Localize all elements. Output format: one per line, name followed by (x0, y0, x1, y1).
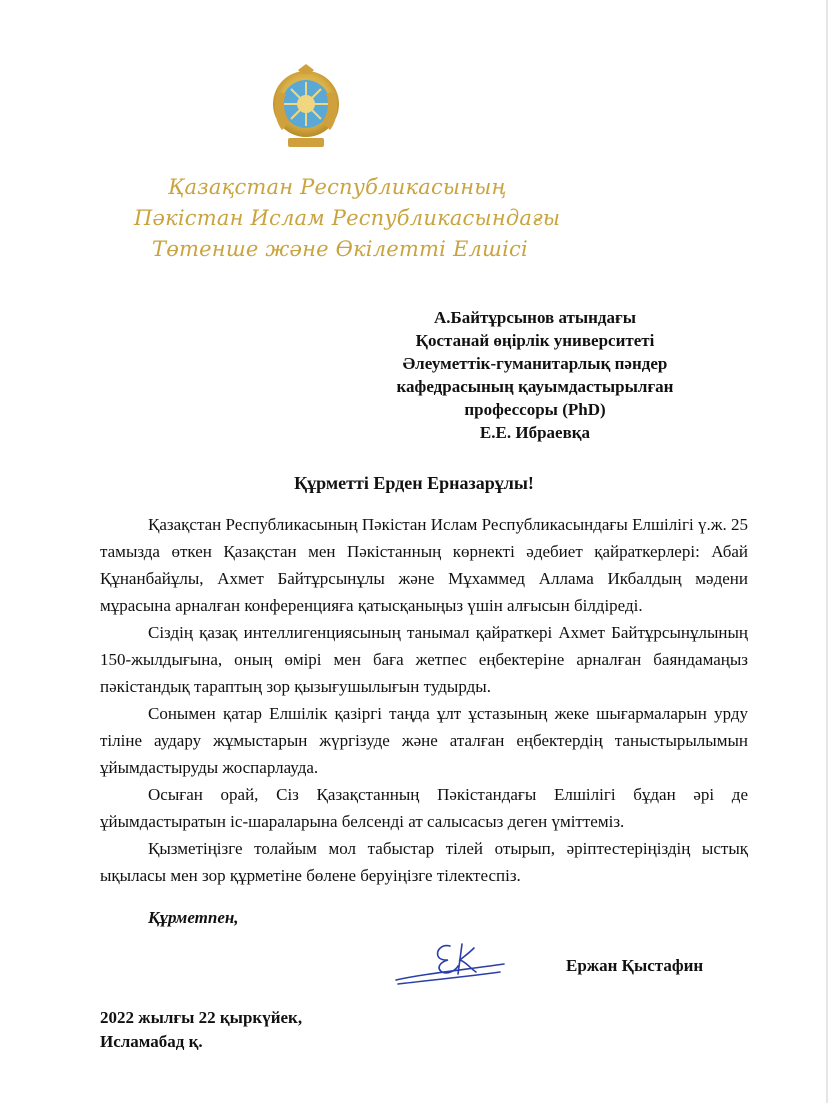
addressee-block (360, 306, 710, 444)
salutation: Құрметті Ерден Ерназарұлы! (294, 473, 534, 493)
place-line: Исламабад қ. (100, 1032, 203, 1051)
addressee-line-2: Қостанай өңірлік университеті (415, 331, 655, 350)
embassy-line-3: Төтенше және Өкілетті Елшісі (152, 237, 528, 261)
paragraph-2: Сіздің қазақ интеллигенциясының танымал қайраткері Ахмет Байтұрсынұлының 150-жылдығына, оның өмірі мен баға жетпес еңбектеріне арналған баяндамаңыз пәкістандық тараптың зор қызығушылығын тудырды. (100, 623, 748, 696)
signer-name: Ержан Қыстафин (566, 956, 704, 975)
letter-body (100, 511, 748, 889)
closing-phrase: Құрметпен, (148, 908, 239, 927)
paragraph-5: Қызметіңізге толайым мол табыстар тілей отырып, әріптестеріңіздің ыстық ықыласы мен зор құрметіне бөлене беруіңізге тілектеспіз. (100, 839, 748, 885)
embassy-heading (130, 172, 561, 265)
handwritten-signature (392, 938, 512, 990)
embassy-line-2: Пәкістан Ислам Республикасындағы (134, 206, 561, 230)
kazakhstan-state-emblem-icon (268, 64, 344, 152)
addressee-line-5: профессоры (PhD) (464, 400, 606, 419)
paragraph-1: Қазақстан Республикасының Пәкістан Ислам Республикасындағы Елшілігі ү.ж. 25 тамызда өткен Қазақстан мен Пәкістанның көрнекті әдебиет қайраткерлері: Абай Құнанбайұлы, Ахмет Байтұрсынұлы және Мұхаммед Аллама Икбалдың мәдени мұрасына арналған конференцияға қатысқаныңыз үшін алғысын білдіреді. (100, 515, 748, 615)
paragraph-3: Сонымен қатар Елшілік қазіргі таңда ұлт ұстазының жеке шығармаларын урду тіліне аудару жұмыстарын жүргізуде және аталған еңбектердің таныстырылымын ұйымдастыруды жоспарлауда. (100, 704, 748, 777)
date-line: 2022 жылғы 22 қыркүйек, (100, 1008, 303, 1027)
addressee-line-4: кафедрасының қауымдастырылған (396, 377, 674, 396)
addressee-line-1: А.Байтұрсынов атындағы (433, 308, 637, 327)
addressee-line-6: Е.Е. Ибраевқа (479, 423, 591, 442)
date-place (100, 1006, 302, 1054)
embassy-line-1: Қазақстан Республикасының (168, 175, 507, 199)
addressee-line-3: Әлеуметтік-гуманитарлық пәндер (402, 354, 668, 373)
paragraph-4: Осыған орай, Сіз Қазақстанның Пәкістандағы Елшілігі бұдан әрі де ұйымдастыратын іс-шараларына белсенді ат салысасыз деген үміттеміз. (100, 785, 748, 831)
